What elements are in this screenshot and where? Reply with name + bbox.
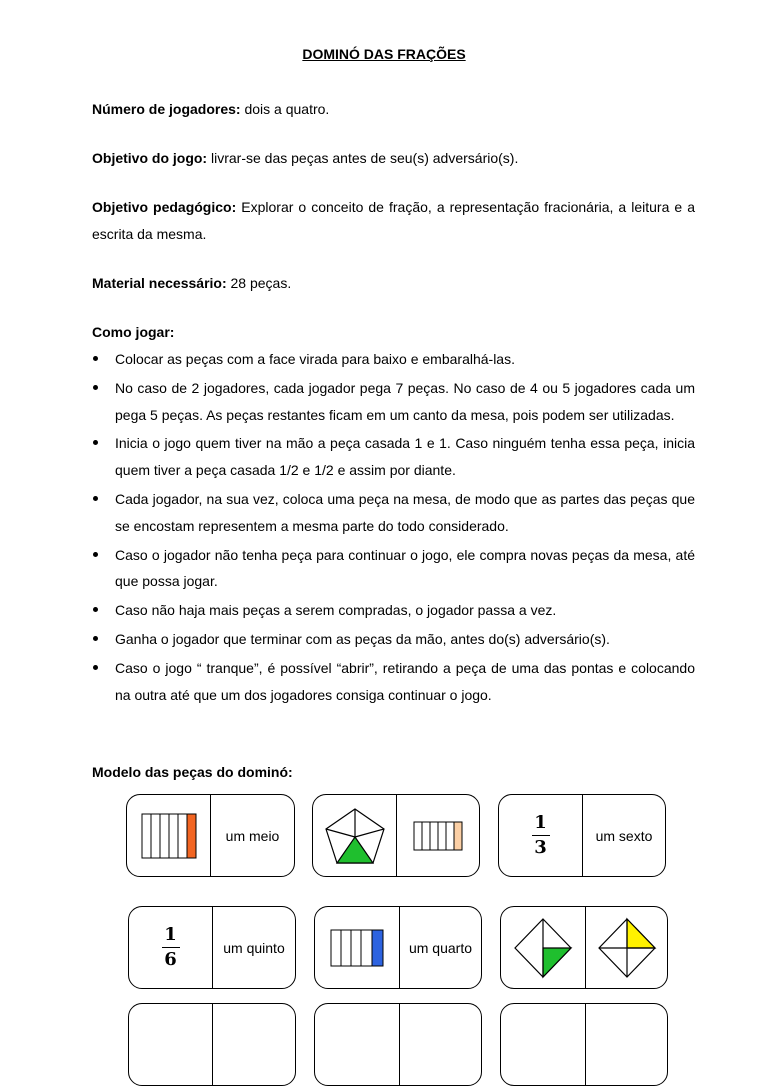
document-title: DOMINÓ DAS FRAÇÕES bbox=[302, 46, 466, 62]
denominator: 6 bbox=[164, 949, 177, 970]
model-label: Modelo das peças do dominó: bbox=[92, 764, 293, 780]
diamond-fraction-icon bbox=[597, 917, 657, 979]
domino-half-left bbox=[501, 907, 585, 988]
domino-piece-4 bbox=[128, 906, 296, 989]
domino-half-right bbox=[586, 907, 667, 988]
domino-half-right bbox=[400, 907, 481, 988]
domino-piece-8 bbox=[314, 1003, 482, 1086]
diamond-fraction-icon bbox=[513, 917, 573, 979]
objective-line bbox=[92, 145, 695, 172]
domino-half-left bbox=[499, 795, 582, 876]
fraction-word: um meio bbox=[225, 827, 280, 844]
domino-piece-3 bbox=[498, 794, 666, 877]
list-item: Caso não haja mais peças a serem compradas, o jogador passa a vez. bbox=[92, 597, 695, 624]
pedagogic-paragraph bbox=[92, 194, 695, 247]
domino-piece-9 bbox=[500, 1003, 668, 1086]
bar-fraction-icon bbox=[330, 929, 384, 967]
model-heading bbox=[92, 759, 695, 786]
list-item: Colocar as peças com a face virada para baixo e embaralhá-las. bbox=[92, 346, 695, 373]
list-item: Ganha o jogador que terminar com as peças da mão, antes do(s) adversário(s). bbox=[92, 626, 695, 653]
domino-piece-1 bbox=[126, 794, 295, 877]
objective-value: livrar-se das peças antes de seu(s) adversário(s). bbox=[207, 150, 519, 166]
bar-fraction-icon bbox=[413, 821, 463, 851]
domino-piece-2 bbox=[312, 794, 480, 877]
list-item: No caso de 2 jogadores, cada jogador pega 7 peças. No caso de 4 ou 5 jogadores cada um pega 5 peças. As peças restantes ficam em um canto da mesa, pois podem ser utilizadas. bbox=[92, 375, 695, 429]
objective-label: Objetivo do jogo: bbox=[92, 150, 208, 166]
domino-half-left bbox=[315, 907, 399, 988]
fraction-word: um quarto bbox=[408, 939, 473, 956]
numerator: 1 bbox=[534, 812, 547, 833]
material-value: 28 peças. bbox=[226, 275, 292, 291]
fraction-number bbox=[532, 814, 550, 857]
players-label: Número de jogadores: bbox=[92, 101, 241, 117]
domino-half-right bbox=[397, 795, 479, 876]
domino-piece-6 bbox=[500, 906, 668, 989]
players-value: dois a quatro. bbox=[240, 101, 330, 117]
list-item: Caso o jogo “ tranque”, é possível “abrir”, retirando a peça de uma das pontas e colocando na outra até que um dos jogadores consiga continuar o jogo. bbox=[92, 655, 695, 709]
numerator: 1 bbox=[164, 924, 177, 945]
denominator: 3 bbox=[534, 837, 547, 858]
players-line bbox=[92, 96, 695, 123]
domino-piece-7 bbox=[128, 1003, 296, 1086]
list-item: Cada jogador, na sua vez, coloca uma peça na mesa, de modo que as partes das peças que se encostam representem a mesma parte do todo considerado. bbox=[92, 486, 695, 540]
material-label: Material necessário: bbox=[92, 275, 227, 291]
domino-half-right bbox=[213, 907, 295, 988]
pentagon-fraction-icon bbox=[323, 807, 387, 865]
pedagogic-label: Objetivo pedagógico: bbox=[92, 199, 237, 215]
material-line bbox=[92, 270, 695, 297]
domino-half-right bbox=[211, 795, 294, 876]
howto-label: Como jogar: bbox=[92, 324, 175, 340]
domino-half-right bbox=[583, 795, 665, 876]
pedagogic-value: Explorar o conceito de fração, a representação fracionária, a leitura e a escrita da mesma. bbox=[92, 199, 695, 242]
list-item: Caso o jogador não tenha peça para continuar o jogo, ele compra novas peças da mesa, até que possa jogar. bbox=[92, 542, 695, 596]
fraction-word: um sexto bbox=[595, 827, 653, 844]
fraction-number bbox=[162, 926, 180, 969]
howto-heading bbox=[92, 319, 695, 346]
domino-half-left bbox=[129, 907, 212, 988]
domino-piece-5 bbox=[314, 906, 482, 989]
domino-half-left bbox=[313, 795, 396, 876]
fraction-word: um quinto bbox=[223, 939, 285, 956]
bar-fraction-icon bbox=[141, 813, 197, 859]
domino-half-left bbox=[127, 795, 210, 876]
rules-list bbox=[92, 346, 695, 710]
list-item: Inicia o jogo quem tiver na mão a peça casada 1 e 1. Caso ninguém tenha essa peça, inicia quem tiver a peça casada 1/2 e 1/2 e assim por diante. bbox=[92, 430, 695, 484]
